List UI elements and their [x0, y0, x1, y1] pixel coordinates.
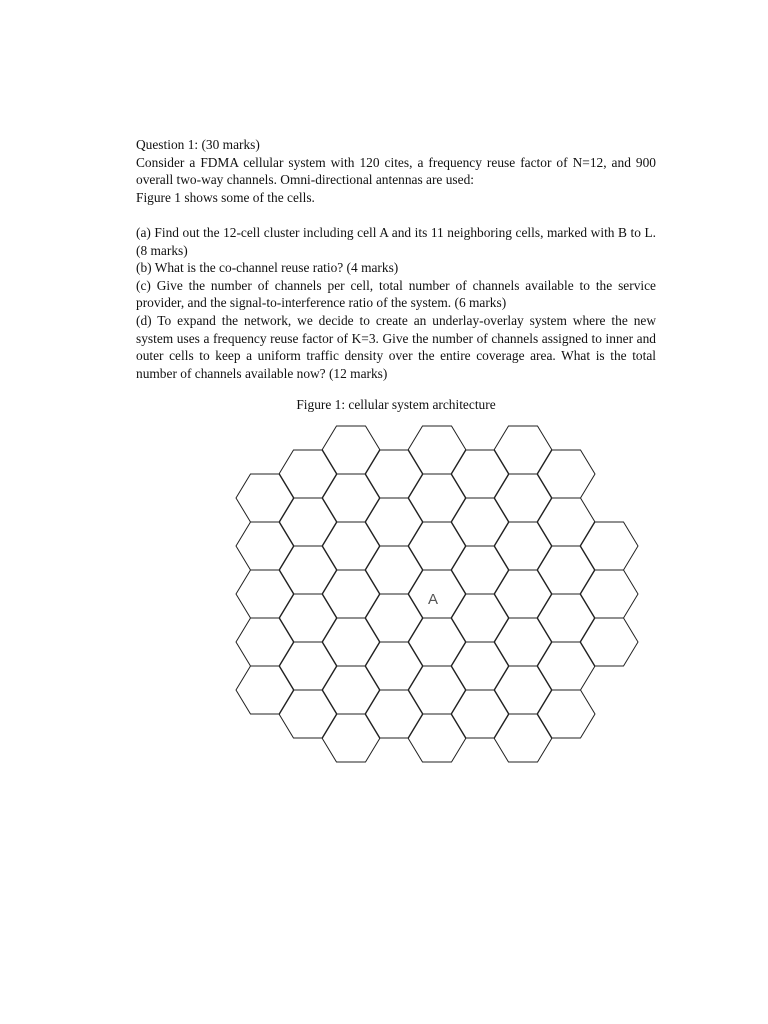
hex-cell [408, 666, 466, 714]
hex-cell [494, 570, 552, 618]
hex-cell [322, 618, 380, 666]
hex-cell [408, 522, 466, 570]
hex-cell [365, 546, 423, 594]
hex-cell [451, 450, 509, 498]
hex-cell [537, 690, 595, 738]
hex-cell [537, 450, 595, 498]
hex-cell [365, 498, 423, 546]
hex-cell [451, 546, 509, 594]
hex-cell [451, 498, 509, 546]
hex-cell [322, 714, 380, 762]
hex-cell [236, 474, 294, 522]
hex-cell [494, 522, 552, 570]
hex-cell [494, 714, 552, 762]
hex-cell [494, 618, 552, 666]
question-part-c: (c) Give the number of channels per cell, total number of channels available to the service provider, and the signal-to-interference ratio of the system. (6 marks) [136, 277, 656, 311]
hex-cell [279, 498, 337, 546]
hex-cell [236, 666, 294, 714]
hex-cell [322, 474, 380, 522]
hex-cell [408, 618, 466, 666]
hex-cell [580, 522, 638, 570]
hex-cell [236, 570, 294, 618]
hex-cell [279, 450, 337, 498]
hex-cell [494, 426, 552, 474]
question-heading: Question 1: (30 marks) [136, 137, 260, 152]
hex-cell [408, 714, 466, 762]
hex-cell [236, 522, 294, 570]
question-part-a: (a) Find out the 12-cell cluster including cell A and its 11 neighboring cells, marked with B to L. (8 marks) [136, 224, 656, 258]
hex-cell [365, 690, 423, 738]
hex-cell [279, 642, 337, 690]
question-intro: Consider a FDMA cellular system with 120 cites, a frequency reuse factor of N=12, and 900 overall two-way channels. Omni-directional antennas are used: [136, 154, 656, 188]
hex-cell [451, 690, 509, 738]
cell-a-label: A [427, 591, 439, 608]
hex-cell [365, 594, 423, 642]
hex-cell [537, 642, 595, 690]
hex-cell [322, 666, 380, 714]
hex-cell [494, 474, 552, 522]
hex-cell [580, 570, 638, 618]
hex-cell [365, 450, 423, 498]
question-part-b: (b) What is the co-channel reuse ratio? (4 marks) [136, 260, 399, 276]
hex-cell [580, 618, 638, 666]
hex-cell [451, 642, 509, 690]
question-part-d: (d) To expand the network, we decide to create an underlay-overlay system where the new system uses a frequency reuse factor of K=3. Give the number of channels assigned to inner and outer cells to keep a uniform traffic density over the entire coverage area. What is the total number of channels available now? (12 marks) [136, 312, 656, 381]
figure-reference: Figure 1 shows some of the cells. [136, 189, 315, 205]
hex-cell [322, 570, 380, 618]
hex-cell [365, 642, 423, 690]
figure-caption: Figure 1: cellular system architecture [296, 397, 496, 412]
hex-cell [322, 522, 380, 570]
hex-cell [322, 426, 380, 474]
hex-cell [537, 498, 595, 546]
hex-cell [279, 690, 337, 738]
hex-cell [408, 474, 466, 522]
hex-cell [408, 426, 466, 474]
hex-cell [451, 594, 509, 642]
hex-cell [236, 618, 294, 666]
hex-cell [279, 594, 337, 642]
hex-cell [537, 546, 595, 594]
hex-cell [494, 666, 552, 714]
hex-cell [537, 594, 595, 642]
hex-cell [279, 546, 337, 594]
